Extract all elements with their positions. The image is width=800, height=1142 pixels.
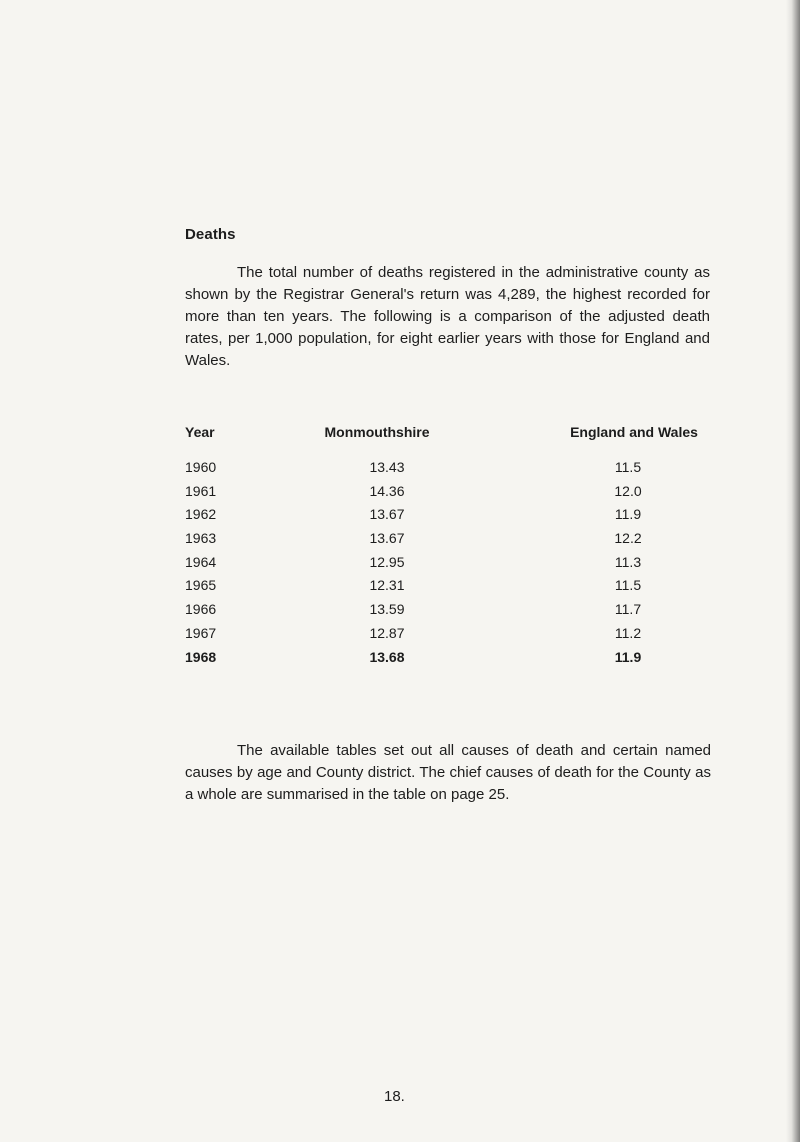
table-row xyxy=(185,459,715,483)
monmouthshire-cell: 12.31 xyxy=(369,577,405,594)
england-wales-cell: 12.0 xyxy=(614,482,642,499)
england-wales-cell: 11.9 xyxy=(614,506,642,523)
table-row xyxy=(185,506,715,530)
year-cell: 1966 xyxy=(185,601,217,618)
monmouthshire-cell: 12.87 xyxy=(369,624,405,641)
england-wales-cell: 11.9 xyxy=(614,648,642,665)
table-row xyxy=(185,577,715,601)
monmouthshire-cell: 14.36 xyxy=(369,482,405,499)
monmouthshire-cell: 13.67 xyxy=(369,506,405,523)
header-year: Year xyxy=(185,424,215,440)
england-wales-cell: 11.2 xyxy=(614,624,642,641)
monmouthshire-cell: 13.68 xyxy=(369,648,405,665)
table-row xyxy=(185,625,715,649)
year-cell: 1960 xyxy=(185,459,217,475)
england-wales-cell: 11.3 xyxy=(614,553,642,570)
page-number: 18. xyxy=(384,1088,405,1105)
year-cell: 1968 xyxy=(185,648,217,665)
monmouthshire-cell: 13.43 xyxy=(369,459,405,475)
table-row-highlighted xyxy=(185,649,715,673)
intro-paragraph: The total number of deaths registered in the administrative county as shown by the Registrar General's return was 4,289, the highest recorded for more than ten years. The following is a comparison of the adjusted death rates, per 1,000 population, for eight earlier years with those for England and Wales. xyxy=(185,264,710,369)
year-cell: 1965 xyxy=(185,577,217,594)
table-header-row xyxy=(185,424,715,459)
monmouthshire-cell: 13.59 xyxy=(369,601,405,618)
england-wales-cell: 11.5 xyxy=(614,577,642,594)
year-cell: 1961 xyxy=(185,482,217,499)
year-cell: 1962 xyxy=(185,506,217,523)
section-heading: Deaths xyxy=(185,226,236,243)
monmouthshire-cell: 13.67 xyxy=(369,530,405,547)
england-wales-cell: 11.7 xyxy=(614,601,642,618)
england-wales-cell: 11.5 xyxy=(614,459,642,475)
year-cell: 1964 xyxy=(185,553,217,570)
monmouthshire-cell: 12.95 xyxy=(369,553,405,570)
england-wales-cell: 12.2 xyxy=(614,530,642,547)
closing-paragraph: The available tables set out all causes of death and certain named causes by age and County district. The chief causes of death for the County as a whole are summarised in the table on page 25. xyxy=(185,742,711,803)
table-row xyxy=(185,483,715,507)
header-england-wales: England and Wales xyxy=(570,424,698,440)
year-cell: 1963 xyxy=(185,530,217,547)
year-cell: 1967 xyxy=(185,624,217,641)
death-rates-table xyxy=(185,424,715,672)
table-row xyxy=(185,601,715,625)
header-monmouthshire: Monmouthshire xyxy=(324,424,430,440)
table-row xyxy=(185,530,715,554)
page-edge-shadow xyxy=(786,0,800,1142)
table-row xyxy=(185,554,715,578)
